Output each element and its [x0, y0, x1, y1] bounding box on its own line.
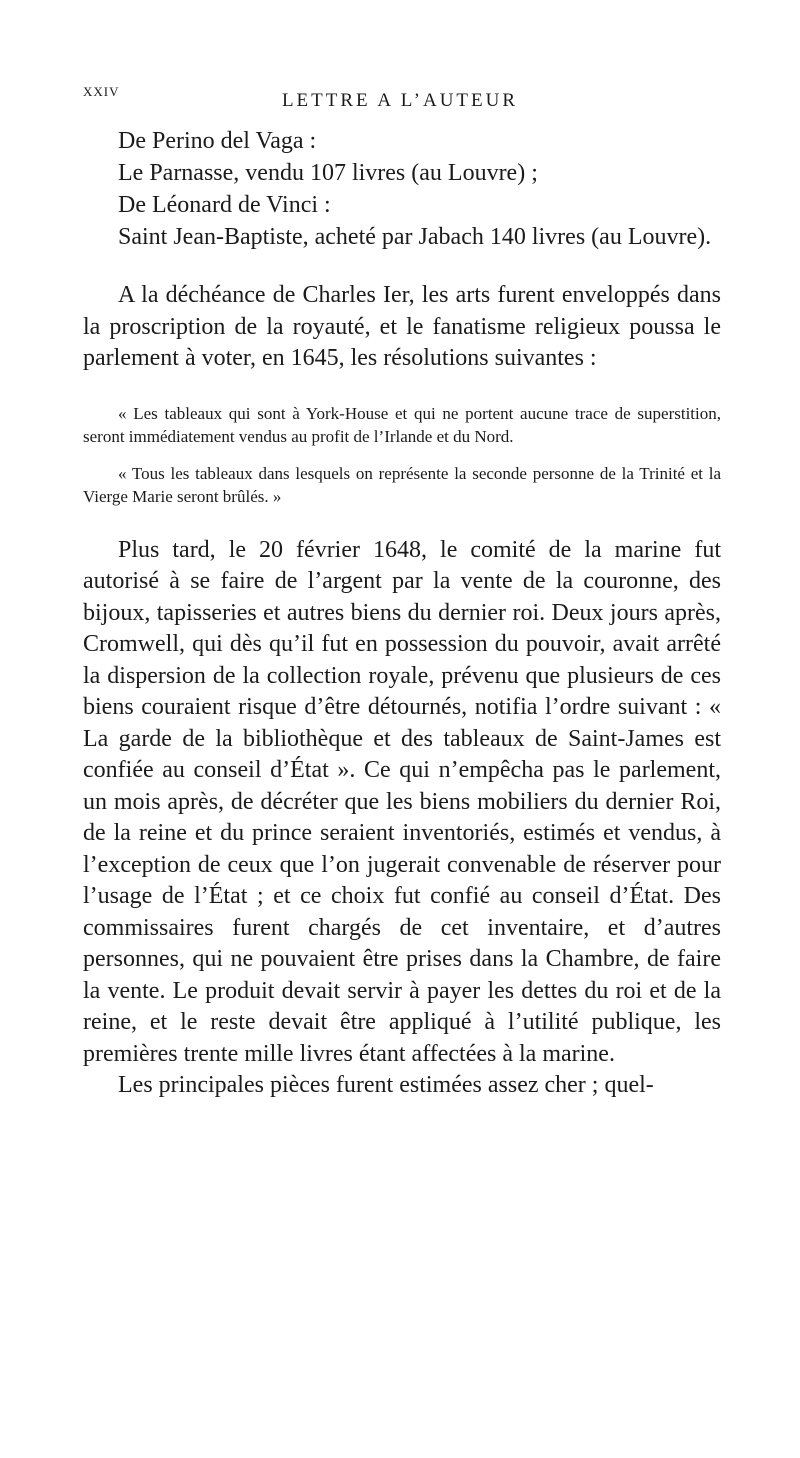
quotation: « Tous les tableaux dans lesquels on représente la seconde personne de la Trinité et la Vierge Marie seront brûlés. » — [83, 463, 721, 506]
page-body — [83, 125, 721, 1102]
list-line: De Perino del Vaga : — [118, 128, 317, 154]
page-number: XXIV — [83, 84, 120, 99]
quotation: « Les tableaux qui sont à York-House et qui ne portent aucune trace de superstition, seront immédiatement vendus au profit de l’Irlande et du Nord. — [83, 403, 721, 446]
paragraph: Les principales pièces furent estimées assez cher ; quel- — [118, 1072, 654, 1098]
running-head: LETTRE A L’AUTEUR — [281, 90, 519, 111]
paragraph: A la déchéance de Charles Ier, les arts furent enveloppés dans la proscription de la royauté, et le fanatisme religieux poussa le parlement à voter, en 1645, les résolutions suivantes : — [83, 282, 721, 371]
paragraph: Plus tard, le 20 février 1648, le comité de la marine fut autorisé à se faire de l’argent par la vente de la couronne, des bijoux, tapisseries et autres biens du dernier roi. Deux jours après, Cromwell, qui dès qu’il fut en possession du pouvoir, avait arrêté la dispersion de la collection royale, prévenu que plusieurs de ces biens couraient risque d’être détournés, notifia l’ordre suivant : « La garde de la bibliothèque et des tableaux de Saint-James est confiée au conseil d’État ». Ce qui n’empêcha pas le parlement, un mois après, de décréter que les biens mobiliers du dernier Roi, de la reine et du prince seraient inventoriés, estimés et vendus, à l’exception de ceux que l’on jugerait convenable de réserver pour l’usage de l’État ; et ce choix fut confié au conseil d’État. Des commissaires furent chargés de cet inventaire, et d’autres personnes, qui ne pouvaient être prises dans la Chambre, de faire la vente. Le produit devait servir à payer les dettes du roi et de la reine, et le reste devait être appliqué à l’utilité publique, les premières trente mille livres étant affectées à la marine. — [83, 536, 721, 1067]
list-line: De Léonard de Vinci : — [118, 192, 331, 218]
artwork-list — [83, 125, 721, 253]
list-line: Le Parnasse, vendu 107 livres (au Louvre) ; — [118, 160, 538, 186]
list-line: Saint Jean-Baptiste, acheté par Jabach 140 livres (au Louvre). — [118, 224, 712, 250]
